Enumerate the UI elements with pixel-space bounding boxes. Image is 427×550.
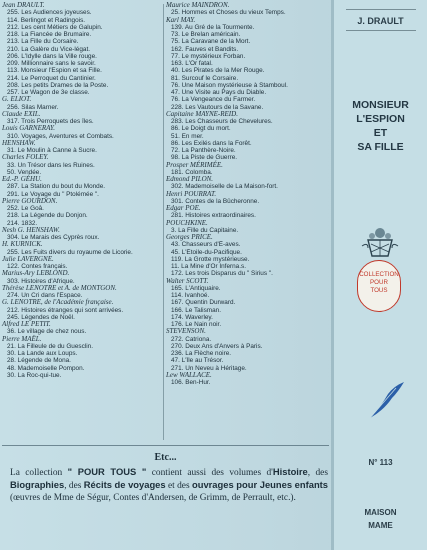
author-name: STEVENSON. (166, 327, 206, 336)
author-name: Edgar POE. (166, 204, 201, 212)
book-title: 43. Chasseurs d'Ê-aves. (171, 241, 241, 249)
book-title: 119. La Grotte mystérieuse. (171, 255, 250, 263)
book-title: 206. L'Idylle dans la Ville rouge. (7, 52, 97, 60)
book-title: 50. Vendée. (7, 168, 42, 176)
book-title: 167. Quentin Durward. (171, 299, 236, 307)
book-title: 114. Ivanhoé. (171, 292, 210, 299)
book-title: 33. Un Trésor dans les Ruines. (7, 161, 95, 169)
book-title: 310. Voyages, Aventures et Combats. (7, 132, 114, 140)
author-name: G. ELIOT. (2, 95, 32, 104)
publisher-line: MAISON (364, 508, 397, 517)
book-title: 271. Un Neveu à Héritage. (171, 364, 247, 372)
author-name: Prosper MÉRIMÉE. (166, 160, 223, 169)
book-title: 73. Le Brelan américain. (171, 31, 241, 38)
book-title: 218. La Légende du Donjon. (7, 212, 88, 220)
author-name: Jean DRAULT. (2, 1, 45, 9)
book-title: 30. La Roc-qui-tue. (7, 371, 62, 379)
book-title: 302. Mademoiselle de La Maison-fort. (171, 183, 278, 191)
book-title: 181. Colomba. (171, 168, 213, 176)
author-name: Ed.-P. GÉHU. (2, 175, 42, 183)
promo-text: contient aussi des volumes d' (146, 468, 273, 478)
collection-description (10, 466, 328, 504)
book-title: 166. Le Talisman. (171, 306, 221, 314)
spine-title-line: SA FILLE (357, 141, 404, 153)
book-title: 228. Les Vautours de la Savane. (171, 103, 264, 111)
book-title: 255. Les Fuits divers du royaume de Licorie. (7, 248, 133, 256)
author-name: Walter SCOTT. (166, 276, 209, 285)
book-title: 317. Trois Perroquets des îles. (7, 118, 94, 125)
book-title: 76. La Vengeance du Farmer. (171, 96, 256, 104)
author-name: Edmond PILON. (166, 175, 214, 183)
author-name: Pierre GOURDON. (2, 196, 58, 205)
author-name: Capitaine MAYNE-REID. (166, 109, 238, 118)
author-name: Pierre MAËL. (2, 334, 42, 343)
book-title: 214. Le Perroquet du Cantinier. (7, 74, 96, 82)
spine-title-line: MONSIEUR (352, 99, 409, 111)
promo-text: , des (64, 481, 84, 491)
spine-rule-bottom (346, 30, 416, 31)
book-title: 25. Hommes et Choses du vieux Temps. (171, 9, 286, 17)
book-title: 255. Les Audiences joyeuses. (7, 9, 92, 17)
book-title: 86. Les Exilés dans la Forêt. (171, 139, 252, 147)
author-name: H. KURNICK. (2, 240, 43, 249)
book-title: 76. Une Maison mystérieuse à Stamboul. (171, 81, 288, 89)
book-title: 212. Les cent Métiers de Galupin. (7, 23, 103, 31)
keyword-biographies: Biographies (10, 479, 65, 490)
promo-text: , des (307, 468, 328, 478)
badge-line: POUR (370, 279, 388, 286)
book-title: 98. La Piste de Guerre. (171, 154, 238, 162)
flower-basket-icon (354, 224, 406, 260)
catalog-right-column (166, 2, 326, 386)
author-name: Julie LAVERGNE. (2, 254, 54, 263)
book-title: 176. Le Nain noir. (171, 321, 222, 328)
author-name: Alfred LE PETIT. (2, 320, 51, 328)
book-title: 11. La Mine d'Or Inferna.s. (171, 263, 246, 270)
author-name: Georges PRICE. (166, 233, 213, 241)
book-title: 122. Contes français. (7, 263, 68, 270)
book-title: 77. Le mystérieux Forban. (171, 52, 246, 60)
book-title: 114. Berlingot et Radingois. (7, 16, 86, 24)
spine-title-line: ET (373, 127, 388, 139)
author-name: POUCHKINE. (166, 218, 208, 227)
promo-text: et des (165, 481, 192, 491)
horizontal-rule (2, 445, 329, 446)
promo-text: (œuvres de Mme de Ségur, Contes d'Andersen, de Grimm, de Perrault, etc.). (10, 493, 296, 503)
author-name: Claude EXIL. (2, 109, 41, 118)
spine-author: J. DRAULT (357, 16, 404, 26)
book-title: 30. La Lande aux Loups. (7, 350, 78, 357)
book-title: 214. 1832. (7, 219, 38, 227)
author-name: Charles FOLEY. (2, 153, 49, 162)
author-name: Thérèse LENOTRE et A. de MONTGON. (2, 283, 117, 292)
author-name: Nesh G. HENSHAW. (2, 225, 60, 234)
book-title: 304. Le Marais des Cyprès roux. (7, 234, 100, 241)
book-title: 172. Les trois Disparus du " Sirius ". (171, 270, 273, 278)
author-name: Karl MAY. (166, 15, 196, 24)
book-title: 51. En mer. (171, 132, 204, 140)
book-title: 48. Mademoiselle Pompon. (7, 364, 85, 372)
book-title: 208. Les petits Drames de la Poste. (7, 81, 109, 89)
spine-title (334, 98, 427, 154)
book-title: 303. Histoires d'Afrique. (7, 277, 75, 285)
author-name: Maurice MAINDRON. (166, 1, 230, 9)
book-title: 139. Au Gré de la Tourmente. (171, 23, 255, 31)
book-title: 213. La Fille du Corsaire. (7, 38, 79, 46)
book-title: 209. Millionnaire sans le savoir. (7, 60, 96, 67)
author-name: Marius-Ary LEBLOND. (2, 269, 70, 278)
badge-line: TOUS (370, 287, 388, 294)
book-title: 174. Waverley. (171, 313, 213, 321)
book-title: 72. La Panthère-Noire. (171, 147, 236, 154)
book-title: 301. Contes de la Bûcheronne. (171, 197, 260, 205)
book-title: 270. Deux Ans d'Anvers à Paris. (171, 342, 263, 350)
book-title: 274. Un Cri dans l'Espace. (7, 292, 83, 299)
volume-number: N° 113 (368, 458, 393, 467)
book-title: 212. Histoires étranges qui sont arrivées. (7, 306, 124, 314)
book-title: 256. Silas Marner. (7, 103, 59, 111)
book-title: 272. Catriona. (171, 335, 212, 343)
keyword-histoire: Histoire (272, 466, 308, 477)
book-title: 281. Histoires extraordinaires. (171, 212, 256, 220)
publisher-name (334, 506, 427, 532)
keyword-ouvrages: ouvrages pour Jeunes enfants (191, 479, 329, 490)
book-title: 218. La Fiancée de Brumaire. (7, 31, 92, 38)
book-title: 3. La Fille du Capitaine. (171, 226, 239, 234)
book-title: 210. La Galère du Vice-légat. (7, 45, 91, 53)
book-title: 252. Le Goâ. (7, 205, 44, 212)
book-title: 86. Le Doigt du mort. (171, 125, 231, 133)
book-title: 106. Ben-Hur. (171, 379, 211, 386)
book-title: 21. La Filleule de du Guesclin. (7, 342, 93, 350)
keyword-recits: Récits de voyages (83, 479, 166, 490)
catalog-left-column (2, 2, 162, 379)
promo-text: La collection (10, 468, 68, 478)
book-title: 40. Les Pirates de la Mer Rouge. (171, 67, 265, 75)
spine-title-line: L'ESPION (356, 113, 405, 125)
book-title: 45. L'Étoile-du-Pacifique. (171, 248, 242, 256)
etc-heading: Etc... (154, 452, 177, 463)
book-title: 245. Légendes de Noël. (7, 313, 75, 321)
book-title: 28. Légende de Mona. (7, 357, 71, 365)
book-title: 287. La Station du bout du Monde. (7, 183, 106, 191)
author-name: Henri POURRAT. (166, 189, 217, 198)
author-name: G. LENOTRE, de l'Académie française. (2, 298, 114, 307)
collection-badge (357, 260, 401, 312)
author-name: Louis GARNERAY. (2, 124, 56, 133)
quill-icon (366, 380, 408, 420)
book-title: 47. Une Visite au Pays du Diable. (171, 89, 267, 96)
book-title: 113. Monsieur l'Espion et sa Fille. (7, 67, 102, 75)
book-title: 291. Le Voyage du " Ptolémée ". (7, 190, 99, 198)
book-title: 75. La Caravane de la Mort. (171, 38, 251, 46)
book-title: 36. Le village de chez nous. (7, 328, 87, 336)
book-title: 165. L'Antiquaire. (171, 284, 221, 292)
book-title: 236. La Flèche noire. (171, 350, 232, 357)
book-title: 162. Fauves et Bandits. (171, 45, 239, 53)
publisher-line: MAME (368, 521, 393, 530)
column-divider (163, 4, 164, 440)
book-title: 283. Les Chasseurs de Chevelures. (171, 118, 273, 125)
book-title: 81. Surcouf le Corsaire. (171, 74, 239, 82)
collection-name: " POUR TOUS " (67, 466, 147, 477)
badge-line: COLLECTION (359, 271, 399, 278)
book-title: 163. L'Or fatal. (171, 60, 213, 67)
spine-rule-top (346, 9, 416, 10)
book-title: 257. Le Wagon de 3e classe. (7, 89, 90, 96)
book-title: 31. Le Moulin à Canne à Sucre. (7, 147, 97, 154)
book-title: 47. L'Île au Trésor. (171, 357, 224, 365)
author-name: Lew WALLACE. (166, 370, 212, 379)
author-name: HENSHAW. (2, 138, 36, 147)
